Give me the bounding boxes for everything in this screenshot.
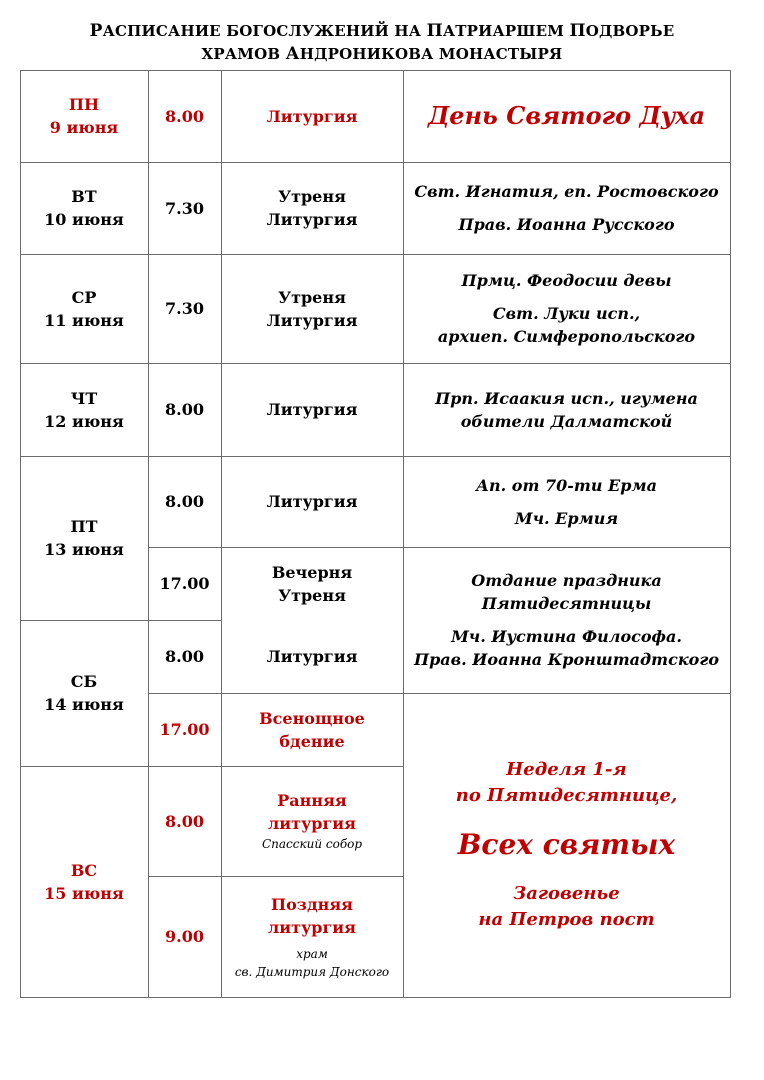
date-label: 11 июня <box>44 310 124 330</box>
date-label: 14 июня <box>44 695 124 714</box>
table-border-right <box>730 70 731 998</box>
service-place: Спасский собор <box>261 837 363 851</box>
service-time: 17.00 <box>159 574 210 593</box>
weekday-label: ПН <box>68 95 100 114</box>
feast-cell: Прп. Исаакия исп., игумена обители Далматской <box>435 388 698 431</box>
feast-cell: Прмц. Феодосии девы Свт. Луки исп., архиеп. Симферопольского <box>437 271 696 346</box>
day-cell-monday <box>20 70 148 162</box>
service-name: Литургия <box>266 106 358 126</box>
date-label: 15 июня <box>44 883 124 903</box>
service-name: Поздняя литургия храм св. Димитрия Донского <box>234 894 390 979</box>
weekday-label: СБ <box>70 672 98 691</box>
service-place: св. Димитрия Донского <box>234 964 390 979</box>
day-cell-saturday <box>20 620 148 766</box>
service-name: Вечерня Утреня <box>271 562 353 605</box>
service-time: 9.00 <box>165 927 204 946</box>
service-name: Утреня Литургия <box>266 287 358 330</box>
service-time: 8.00 <box>165 400 204 419</box>
service-time: 8.00 <box>165 647 204 666</box>
service-name: Ранняя литургия Спасский собор <box>261 791 363 851</box>
service-name: Литургия <box>266 492 358 511</box>
service-name: Утреня Литургия <box>266 187 358 229</box>
day-cell-thursday <box>20 363 148 456</box>
service-time: 7.30 <box>165 198 204 218</box>
service-time: 8.00 <box>165 492 204 511</box>
date-label: 9 июня <box>49 118 119 137</box>
feast-cell: Отдание праздника Пятидесятницы Мч. Иустина Философа. Прав. Иоанна Кронштадтского <box>413 571 719 669</box>
service-time: 7.30 <box>165 299 204 318</box>
weekday-label: ВС <box>70 860 98 880</box>
weekday-label: СР <box>71 287 97 307</box>
weekday-label: ЧТ <box>70 388 98 408</box>
service-name: Всенощное бдение <box>259 708 365 751</box>
day-cell-sunday <box>20 766 148 997</box>
weekday-label: ПТ <box>70 517 98 536</box>
feast-cell: День Святого Духа <box>427 101 706 130</box>
feast-cell: Свт. Игнатия, еп. Ростовского Прав. Иоанна Русского <box>414 182 719 234</box>
service-name: Литургия <box>266 647 358 666</box>
schedule-title-line-1: РАСПИСАНИЕ БОГОСЛУЖЕНИЙ НА ПАТРИАРШЕМ ПОДВОРЬЕ <box>89 21 675 41</box>
schedule-table <box>20 70 731 997</box>
service-place: храм <box>296 946 328 961</box>
date-label: 12 июня <box>44 411 124 431</box>
table-border-bottom <box>20 997 731 998</box>
service-name: Литургия <box>266 400 358 419</box>
date-label: 10 июня <box>44 210 124 229</box>
service-time: 8.00 <box>165 106 204 126</box>
schedule-title-line-2: ХРАМОВ АНДРОНИКОВА МОНАСТЫРЯ <box>201 44 563 64</box>
day-cell-wednesday <box>20 254 148 363</box>
weekday-label: ВТ <box>71 187 97 206</box>
day-cell-tuesday <box>20 162 148 254</box>
feast-cell: Ап. от 70-ти Ерма Мч. Ермия <box>476 475 657 528</box>
service-time: 8.00 <box>165 811 204 831</box>
day-cell-friday <box>20 456 148 620</box>
feast-cell: Неделя 1-я по Пятидесятнице, Всех святых Заговенье на Петров пост <box>455 759 678 930</box>
date-label: 13 июня <box>44 540 124 559</box>
service-time: 17.00 <box>159 720 210 739</box>
